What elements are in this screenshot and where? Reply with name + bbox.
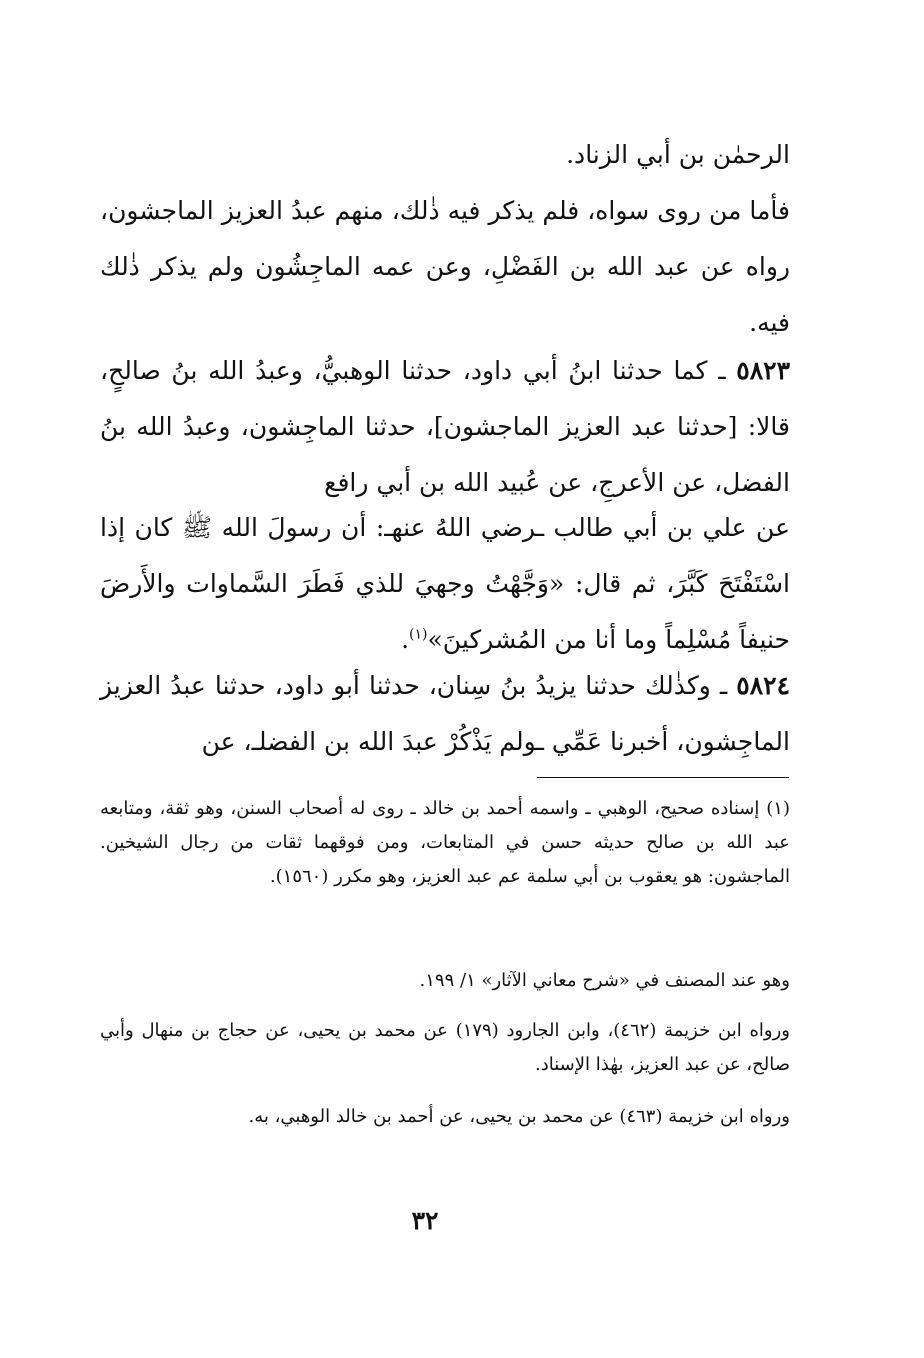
hadith-text: ـ وكذٰلك حدثنا يزيدُ بنُ سِنان، حدثنا أبو داود، حدثنا عبدُ العزيز الماجِشون، أخبرنا عَمِّي ـولم يَذْكُرْ عبدَ الله بن الفضلـ، عن [100,671,790,756]
hadith-5823 [100,343,790,511]
footnote-ibn-khuzayma-2: ورواه ابن خزيمة (٤٦٣) عن محمد بن يحيى، عن أحمد بن خالد الوهبي، به. [248,1106,790,1127]
footnote-1: (١) إسناده صحيح، الوهبي ـ واسمه أحمد بن خالد ـ روى له أصحاب السنن، وهو ثقة، ومتابعه عبد الله بن صالح حديثه حسن في المتابعات، ومن فوقهما ثقات من رجال الشيخين. الماجشون: هو يعقوب بن أبي سلمة عم عبد العزيز، وهو مكرر (١٥٦٠). [100,798,790,887]
hadith-5824 [100,658,790,770]
footnote-source: وهو عند المصنف في «شرح معاني الآثار» ١/ ١٩٩. [419,970,790,991]
hadith-number: ٥٨٢٤ [736,671,790,700]
matn-end: . [401,625,410,654]
continuation-line: الرحمٰن بن أبي الزناد. [566,140,790,169]
footnote-separator [537,777,789,778]
page-number: ٣٢ [411,1206,439,1235]
footnote-ibn-khuzayma-1: ورواه ابن خزيمة (٤٦٢)، وابن الجارود (١٧٩) عن محمد بن يحيى، عن حجاج بن منهال وأبي صالح، عن عبد العزيز، بهٰذا الإسناد. [100,1020,790,1075]
hadith-text: ـ كما حدثنا ابنُ أبي داود، حدثنا الوهبيُّ، وعبدُ الله بنُ صالحٍ، قالا: [حدثنا عبد العزيز الماجشون]، حدثنا الماجِشون، وعبدُ الله بنُ الفضل، عن الأعرجِ، عن عُبيد الله بن أبي رافع [100,356,790,497]
hadith-number: ٥٨٢٣ [736,356,790,385]
footnote-marker: (١) [409,626,428,643]
paragraph-transmission-note: فأما من روى سواه، فلم يذكر فيه ذٰلك، منهم عبدُ العزيز الماجشون، رواه عن عبد الله بن الفَضْلِ، وعن عمه الماجِشُون ولم يذكر ذٰلك فيه. [100,196,790,337]
hadith-matn [100,500,790,668]
matn-text: عن علي بن أبي طالب ـرضي اللهُ عنهـ: أن رسولَ الله ﷺ كان إذا اسْتَفْتَحَ كَبَّرَ، ثم قال: «وَجَّهْتُ وجهيَ للذي فَطَرَ السَّماوات والأَرضَ حنيفاً مُسْلِماً وما أنا من المُشركينَ» [100,513,790,654]
